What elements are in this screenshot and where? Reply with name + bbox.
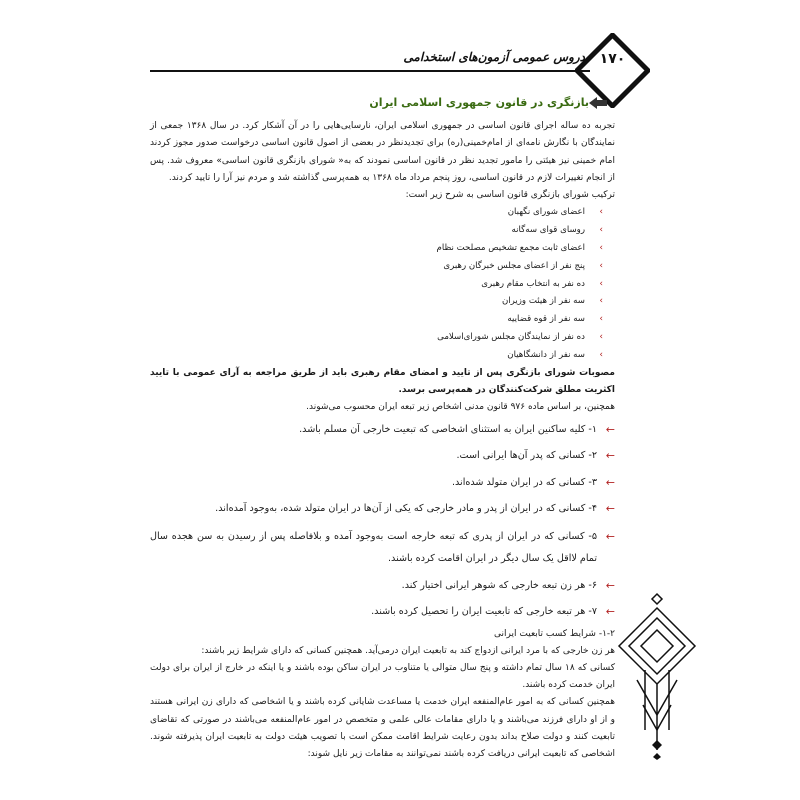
citizen-item xyxy=(150,417,615,444)
section-heading xyxy=(370,94,607,114)
citizen-item xyxy=(150,573,615,600)
book-title: دروس عمومی آزمون‌های استخدامی xyxy=(403,50,585,64)
council-member-label: سه نفر از قوه قضاییه xyxy=(507,314,585,325)
page-number: ۱۷۰ xyxy=(599,51,626,67)
section-heading-text: بازنگری در قانون جمهوری اسلامی ایران xyxy=(369,96,589,109)
pointer-arrow-icon xyxy=(589,97,607,109)
council-member-label: سه نفر از هیئت وزیران xyxy=(501,296,585,307)
composition-intro: ترکیب شورای بازنگری قانون اساسی به شرح زیر است: xyxy=(405,190,615,201)
arrow-marker-icon: ← xyxy=(605,449,615,463)
bullet-marker-icon: › xyxy=(599,349,603,360)
arrow-marker-icon: ← xyxy=(605,529,615,543)
arrow-marker-icon: ← xyxy=(605,422,615,436)
council-members-list xyxy=(150,204,615,364)
council-member-label: سه نفر از دانشگاهیان xyxy=(507,349,585,360)
council-member-item xyxy=(150,329,615,347)
citizen-label: ۵- کسانی که در ایران از پدری که تبعه خارجه است به‌وجود آمده و بلافاصله پس از رسیدن به سن هجده سال تمام لااقل یک سال دیگر در ایران اقامت کرده باشند. xyxy=(150,530,597,564)
bullet-marker-icon: › xyxy=(599,243,603,254)
bullet-marker-icon: › xyxy=(599,225,603,236)
decorative-ornament-icon xyxy=(615,590,700,760)
approval-paragraph: مصوبات شورای بازنگری پس از تایید و امضای مقام رهبری باید از طریق مراجعه به آرای عمومی با تایید اکثریت مطلق شرکت‌کنندگان در همه‌پرسی برسد. xyxy=(150,367,615,395)
council-member-item xyxy=(150,222,615,240)
intro-paragraph: تجربه ده ساله اجرای قانون اساسی در جمهوری اسلامی ایران، نارسایی‌هایی را در آن آشکار کرد. در سال ۱۳۶۸ جمعی از نمایندگان با نگارش نامه‌ای از امام‌خمینی(ره) برای تجدیدنظر در بعضی از اصول قانون اساسی درخواست صدور مجوز کردند امام خمینی نیز هیئتی را مامور تجدید نظر در قانون اساسی نمودند که به« شورای بازنگری قانون اساسی» معروف شد. پس از انجام تغییرات لازم در قانون اساسی، روز پنجم مرداد ماه ۱۳۶۸ به همه‌پرسی گذاشته شد و مردم نیز آرا را تایید کردند. xyxy=(150,121,615,183)
citizen-label: ۴- کسانی که در ایران از پدر و مادر خارجی که یکی از آن‌ها در ایران متولد شده، به‌وجود آمده‌اند. xyxy=(215,503,597,515)
citizen-item xyxy=(150,496,615,523)
council-member-item xyxy=(150,204,615,222)
citizen-item xyxy=(150,526,615,570)
council-member-label: اعضای ثابت مجمع تشخیص مصلحت نظام xyxy=(436,243,585,254)
citizens-list xyxy=(150,417,615,626)
marriage-paragraph: هر زن خارجی که با مرد ایرانی ازدواج کند به تابعیت ایران درمی‌آید. همچنین کسانی که دارای شرایط زیر باشند: xyxy=(201,645,615,656)
council-member-item xyxy=(150,258,615,276)
bullet-marker-icon: › xyxy=(599,260,603,271)
citizen-item xyxy=(150,443,615,470)
bullet-marker-icon: › xyxy=(599,314,603,325)
council-member-item xyxy=(150,347,615,365)
council-member-label: ده نفر به انتخاب مقام رهبری xyxy=(481,278,585,289)
subheading: ۱-۲- شرایط کسب تابعیت ایرانی xyxy=(494,628,615,639)
council-member-item xyxy=(150,311,615,329)
citizen-label: ۳- کسانی که در ایران متولد شده‌اند. xyxy=(451,476,597,488)
council-member-label: پنج نفر از اعضای مجلس خبرگان رهبری xyxy=(443,260,585,271)
citizenship-intro: همچنین، بر اساس ماده ۹۷۶ قانون مدنی اشخاص زیر تبعه ایران محسوب می‌شوند. xyxy=(306,402,615,413)
arrow-marker-icon: ← xyxy=(605,502,615,516)
bullet-marker-icon: › xyxy=(599,207,603,218)
citizen-label: ۶- هر زن تبعه خارجی که شوهر ایرانی اختیار کند. xyxy=(401,579,597,591)
council-member-label: روسای قوای سه‌گانه xyxy=(511,225,585,236)
council-member-item xyxy=(150,240,615,258)
residence-paragraph: کسانی که ۱۸ سال تمام داشته و پنج سال متوالی یا متناوب در ایران ساکن بوده باشند و یا اینکه در خارج از ایران برای دولت ایران خدمت کرده باشند. xyxy=(150,662,615,691)
citizen-label: ۷- هر تبعه خارجی که تابعیت ایران را تحصیل کرده باشند. xyxy=(371,606,597,618)
citizen-label: ۱- کلیه ساکنین ایران به استثنای اشخاصی که تبعیت خارجی آن مسلم باشد. xyxy=(299,423,597,435)
header-rule xyxy=(150,70,590,72)
bullet-marker-icon: › xyxy=(599,296,603,307)
council-member-item xyxy=(150,276,615,294)
bullet-marker-icon: › xyxy=(599,278,603,289)
citizen-item xyxy=(150,470,615,497)
bullet-marker-icon: › xyxy=(599,332,603,343)
council-member-item xyxy=(150,293,615,311)
body-text xyxy=(150,118,615,764)
arrow-marker-icon: ← xyxy=(605,475,615,489)
citizen-label: ۲- کسانی که پدر آن‌ها ایرانی است. xyxy=(456,450,597,462)
citizen-item xyxy=(150,599,615,626)
special-paragraph: همچنین کسانی که به امور عام‌المنفعه ایران خدمت یا مساعدت شایانی کرده باشند و یا اشخاصی که دارای زن ایرانی هستند و از او دارای فرزند می‌باشند و یا دارای مقامات عالی علمی و متخصص در امور عام‌المنفعه می‌باشند در صورتی که تقاضای تابعیت کنند و دولت صلاح بداند بدون رعایت شرایط اقامت ممکن است با تصویب هیئت دولت به تابعیت ایران پذیرفته شوند. اشخاصی که تابعیت ایرانی دریافت کرده باشند نمی‌توانند به مقامات زیر نایل شوند: xyxy=(150,697,615,760)
arrow-marker-icon: ← xyxy=(605,605,615,619)
council-member-label: ده نفر از نمایندگان مجلس شورای‌اسلامی xyxy=(437,332,585,343)
council-member-label: اعضای شورای نگهبان xyxy=(507,207,585,218)
arrow-marker-icon: ← xyxy=(605,578,615,592)
